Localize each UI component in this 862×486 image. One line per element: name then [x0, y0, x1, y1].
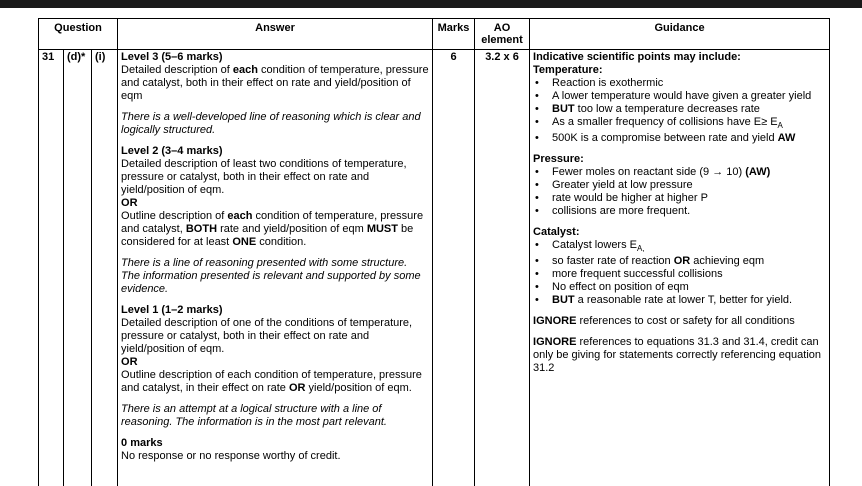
- list-item: • Reaction is exothermic: [533, 77, 826, 90]
- header-row: [39, 19, 830, 50]
- pressure-list: [533, 166, 826, 218]
- pressure-heading: Pressure:: [533, 153, 584, 166]
- list-item: • Greater yield at low pressure: [533, 179, 826, 192]
- list-item: • 500K is a compromise between rate and yield AW: [533, 132, 826, 145]
- list-item: • collisions are more frequent.: [533, 205, 826, 218]
- level1-alternative: Outline description of each condition of temperature, pressure and catalyst, in their effect on rate OR yield/position of eqm.: [121, 369, 422, 394]
- mark-scheme-table: [38, 18, 830, 486]
- level3-description: Detailed description of each condition of temperature, pressure and catalyst, both in their effect on rate and yield/position of eqm: [121, 64, 429, 102]
- catalyst-list: [533, 239, 826, 307]
- header-answer: Answer: [118, 19, 433, 50]
- level1-description: Detailed description of one of the conditions of temperature, pressure or catalyst, both in their effect on rate and yield/position of eqm.: [121, 317, 413, 355]
- level2-title: Level 2 (3–4 marks): [121, 145, 223, 157]
- question-number: 31: [39, 50, 64, 486]
- header-marks: Marks: [433, 19, 475, 50]
- level1-comment: There is an attempt at a logical structure with a line of reasoning. The information is in the most part relevant.: [121, 403, 387, 428]
- list-item: • No effect on position of eqm: [533, 281, 826, 294]
- level3-comment: There is a well-developed line of reasoning which is clear and logically structured.: [121, 111, 421, 136]
- header-guidance: Guidance: [530, 19, 830, 50]
- list-item: • Fewer moles on reactant side (9 → 10) (AW): [533, 166, 826, 179]
- marks-value: 6: [433, 50, 475, 486]
- guidance-cell: [530, 50, 830, 486]
- list-item: • As a smaller frequency of collisions have $E\ge E_A$: [533, 116, 826, 132]
- header-ao: AO element: [475, 19, 530, 50]
- question-row: [39, 50, 830, 486]
- level0-description: No response or no response worthy of credit.: [121, 450, 341, 462]
- list-item: • Catalyst lowers $E_{A,}$: [533, 239, 826, 255]
- guidance-intro: Indicative scientific points may include:: [533, 51, 741, 63]
- level2-description: Detailed description of least two conditions of temperature, pressure or catalyst, both in their effect on rate and yield/position of eqm.: [121, 158, 407, 196]
- level2-or: OR: [121, 197, 138, 209]
- list-item: • BUT too low a temperature decreases rate: [533, 103, 826, 116]
- list-item: • A lower temperature would have given a greater yield: [533, 90, 826, 103]
- level3-title: Level 3 (5–6 marks): [121, 51, 223, 63]
- list-item: • rate would be higher at higher P: [533, 192, 826, 205]
- top-bar: [0, 0, 862, 8]
- level2-comment: There is a line of reasoning presented with some structure. The information presented is relevant and supported by some evidence.: [121, 257, 421, 295]
- header-question: Question: [39, 19, 118, 50]
- question-part: (d)*: [64, 50, 92, 486]
- answer-cell: [118, 50, 433, 486]
- ao-value: 3.2 x 6: [475, 50, 530, 486]
- level1-or: OR: [121, 356, 138, 368]
- question-subpart: (i): [92, 50, 118, 486]
- ignore-note-2: IGNORE references to equations 31.3 and 31.4, credit can only be giving for statements correctly referencing equation 31.2: [533, 336, 822, 375]
- ignore-note-1: IGNORE references to cost or safety for all conditions: [533, 315, 795, 328]
- level0-title: 0 marks: [121, 437, 163, 449]
- level2-alternative: Outline description of each condition of temperature, pressure and catalyst, BOTH rate and yield/position of eqm MUST be considered for at least ONE condition.: [121, 210, 424, 248]
- temperature-list: [533, 77, 826, 145]
- list-item: • BUT a reasonable rate at lower T, better for yield.: [533, 294, 826, 307]
- list-item: • so faster rate of reaction OR achieving eqm: [533, 255, 826, 268]
- level1-title: Level 1 (1–2 marks): [121, 304, 223, 316]
- list-item: • more frequent successful collisions: [533, 268, 826, 281]
- temperature-heading: Temperature:: [533, 64, 603, 76]
- mark-scheme-sheet: [0, 8, 862, 486]
- catalyst-heading: Catalyst:: [533, 226, 580, 239]
